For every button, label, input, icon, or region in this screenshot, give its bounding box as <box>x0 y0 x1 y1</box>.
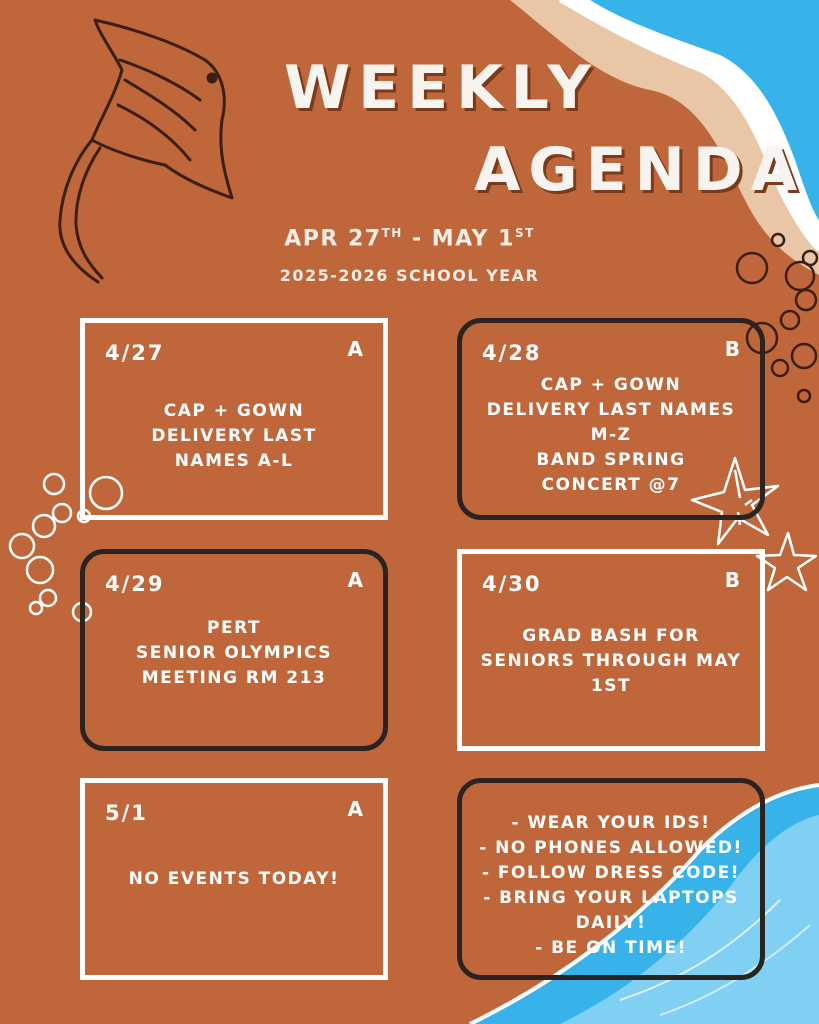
card-body: PERT SENIOR OLYMPICS MEETING RM 213 <box>135 618 333 688</box>
agenda-card-4-27 <box>80 318 388 520</box>
reminders-list: - WEAR YOUR IDS! - NO PHONES ALLOWED! - FOLLOW DRESS CODE! - BRING YOUR LAPTOPS DAILY! - BE ON TIME! <box>479 813 743 958</box>
title-agenda: AGENDA <box>474 135 806 205</box>
date-range: APR 27TH - MAY 1ST <box>284 226 535 252</box>
card-day-letter: A <box>347 568 363 592</box>
card-date: 4/28 <box>482 341 542 365</box>
card-day-letter: A <box>347 337 363 361</box>
title-weekly: WEEKLY <box>284 53 599 123</box>
school-year: 2025-2026 SCHOOL YEAR <box>279 266 540 285</box>
card-day-letter: B <box>724 568 740 592</box>
card-day-letter: A <box>347 797 363 821</box>
agenda-card-4-28 <box>457 318 765 520</box>
card-date: 4/29 <box>105 572 165 596</box>
card-body: CAP + GOWN DELIVERY LAST NAMES A-L <box>151 401 317 471</box>
card-date: 5/1 <box>105 801 148 825</box>
card-body: CAP + GOWN DELIVERY LAST NAMES M-Z BAND SPRING CONCERT @7 <box>486 375 736 495</box>
reminders-card <box>457 778 765 980</box>
agenda-card-5-1 <box>80 778 388 980</box>
agenda-card-4-30 <box>457 549 765 751</box>
card-date: 4/30 <box>482 572 542 596</box>
card-day-letter: B <box>724 337 740 361</box>
card-body: NO EVENTS TODAY! <box>128 869 340 889</box>
agenda-card-4-29 <box>80 549 388 751</box>
card-date: 4/27 <box>105 341 165 365</box>
card-body: GRAD BASH FOR SENIORS THROUGH MAY 1ST <box>480 626 742 696</box>
